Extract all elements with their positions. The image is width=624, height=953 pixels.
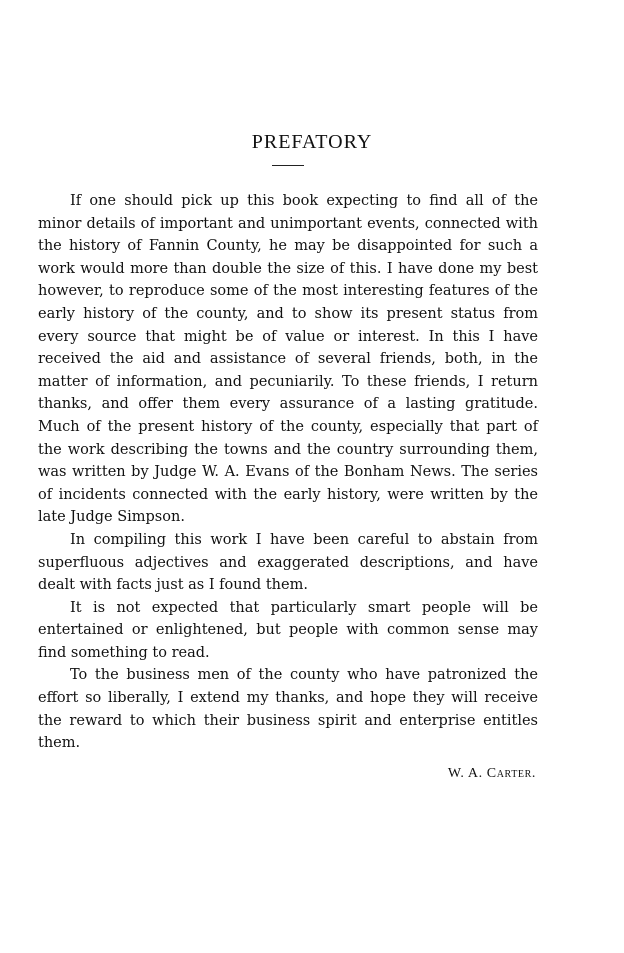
paragraph: In compiling this work I have been careful to abstain from superfluous adjectives and exaggerated descriptions, and have dealt with facts just as I found them. bbox=[38, 531, 538, 594]
preface-body bbox=[38, 190, 538, 755]
author-signature: W. A. Carter. bbox=[447, 766, 536, 781]
paragraph: It is not expected that particularly smart people will be entertained or enlightened, but people with common sense may find something to read. bbox=[38, 599, 538, 661]
title-divider bbox=[272, 165, 304, 166]
paragraph: If one should pick up this book expecting to find all of the minor details of important and unimportant events, connected with the history of Fannin County, he may be disappointed for such a work would more than double the size of this. I have done my best however, to reproduce some of the most interesting features of the early history of the county, and to show its present status from every source that might be of value or interest. In this I have received the aid and assistance of several friends, both, in the matter of information, and pecuniarily. To these friends, I return thanks, and offer them every assurance of a lasting gratitude. Much of the present history of the county, especially that part of the work describing the towns and the country surrounding them, was written by Judge W. A. Evans of the Bonham News. The series of incidents connected with the early history, were written by the late Judge Simpson. bbox=[38, 193, 538, 526]
paragraph: To the business men of the county who have patronized the effort so liberally, I extend my thanks, and hope they will receive the reward to which their business spirit and enterprise entitles them. bbox=[38, 667, 538, 752]
page-title: PREFATORY bbox=[251, 131, 373, 154]
